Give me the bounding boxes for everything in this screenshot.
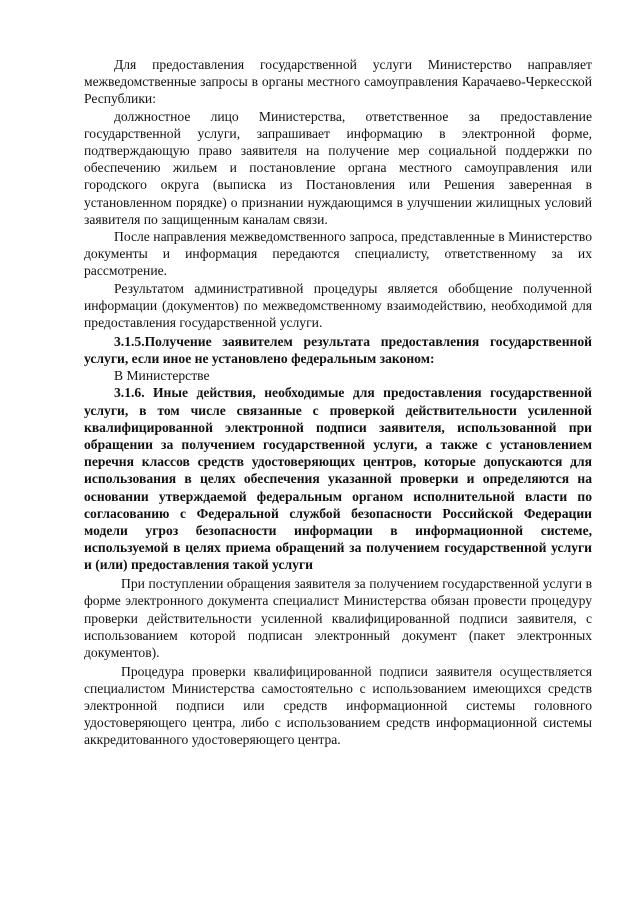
document-page <box>84 56 592 749</box>
paragraph-procedure-result: Результатом административной процедуры является обобщение полученной информации (документов) по межведомственному взаимодействию, необходимой для предоставления государственной услуги. <box>84 280 592 331</box>
section-heading-3-1-6: 3.1.6. Иные действия, необходимые для предоставления государственной услуги, в том числе связанные с проверкой действительности усиленной квалифицированной электронной подписи заявителя, использованной при обращении за получением государственной услуги, а также с установлением перечня классов средств удостоверяющих центров, которые допускаются для использования в целях обеспечения указанной проверки и определяются на основании утверждаемой федеральным органом исполнительной власти по согласованию с Федеральной службой безопасности Российской Федерации модели угроз безопасности информации в информационной системе, используемой в целях приема обращений за получением государственной услуги и (или) предоставления такой услуги <box>84 385 592 573</box>
paragraph-signature-check: При поступлении обращения заявителя за получением государственной услуги в форме электронного документа специалист Министерства обязан провести процедуру проверки действительности усиленной квалифицированной подписи заявителя, с использованием которой подписан электронный документ (пакет электронных документов). <box>84 576 592 660</box>
paragraph-interagency-requests: Для предоставления государственной услуги Министерство направляет межведомственные запросы в органы местного самоуправления Карачаево-Черкесской Республики: <box>84 57 592 107</box>
paragraph-official-request: должностное лицо Министерства, ответственное за предоставление государственной услуги, запрашивает информацию в электронной форме, подтверждающую право заявителя на получение мер социальной поддержки по обеспечению жильем и постановление органа местного самоуправления или городского округа (выписка из Постановления или Решения заверенная в установленном порядке) о признании нуждающимся в улучшении жилищных условий заявителя по защищенным каналам связи. <box>84 108 592 227</box>
paragraph-in-ministry: В Министерстве <box>114 368 210 384</box>
paragraph-after-request: После направления межведомственного запроса, представленные в Министерство документы и информация передаются специалисту, ответственному за их рассмотрение. <box>84 229 592 279</box>
paragraph-verification-procedure: Процедура проверки квалифицированной подписи заявителя осуществляется специалистом Министерства самостоятельно с использованием имеющихся средств электронной подписи или средств информационной системы головного удостоверяющего центра, либо с использованием средств информационной системы аккредитованного удостоверяющего центра. <box>84 663 592 748</box>
section-heading-3-1-5: 3.1.5.Получение заявителем результата предоставления государственной услуги, если иное не установлено федеральным законом: <box>84 333 592 366</box>
